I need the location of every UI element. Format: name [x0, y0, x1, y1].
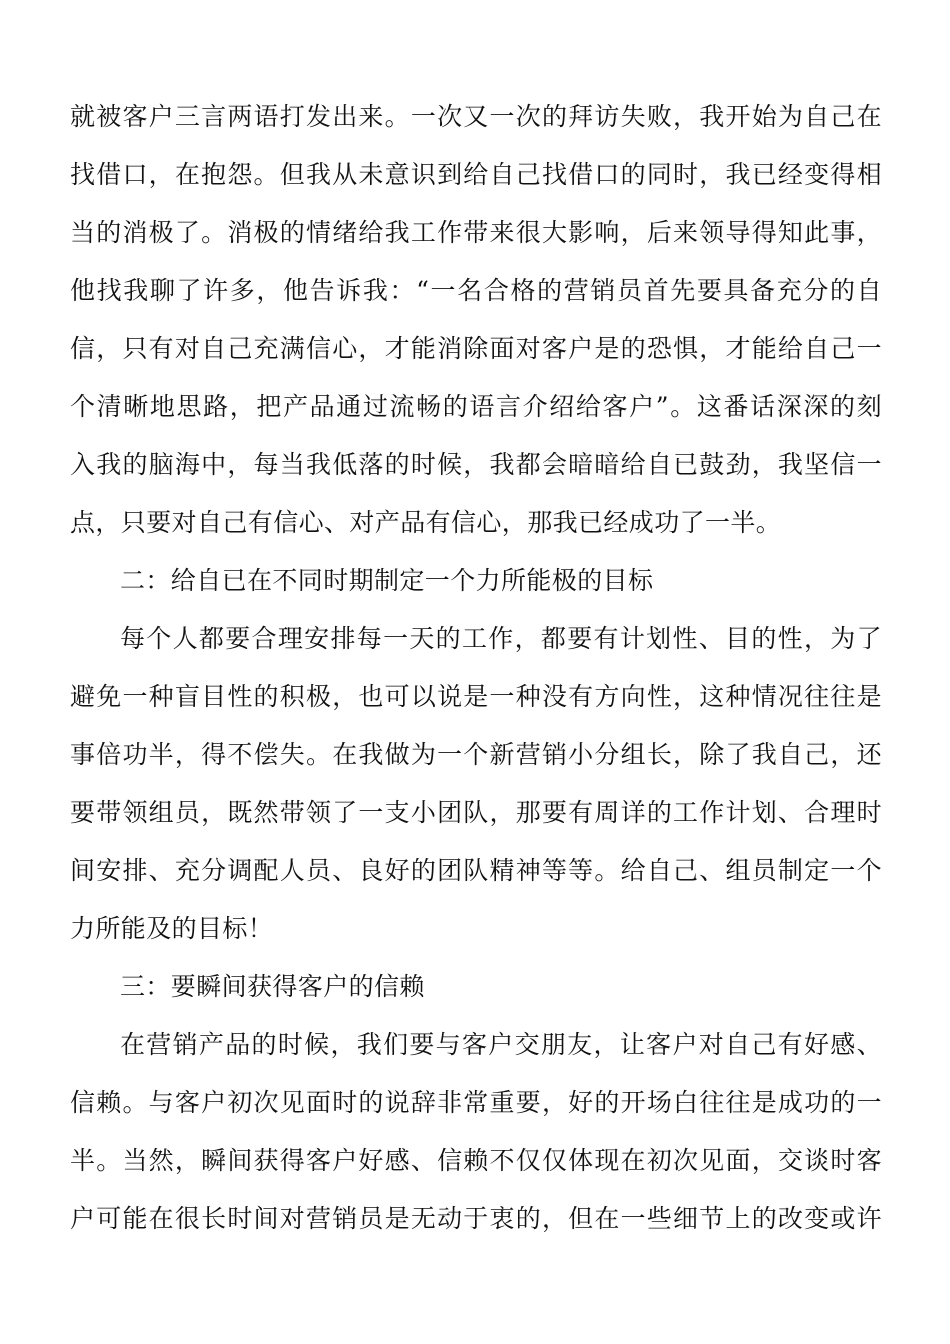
paragraph-line: 就被客户三言两语打发出来。一次又一次的拜访失败，我开始为自己在 — [70, 102, 882, 131]
paragraph-line: 信，只有对自己充满信心，才能消除面对客户是的恐惧，才能给自己一 — [70, 334, 882, 363]
paragraph-line: 间安排、充分调配人员、良好的团队精神等等。给自己、组员制定一个 — [70, 856, 882, 885]
paragraph-line: 在营销产品的时候，我们要与客户交朋友，让客户对自己有好感、 — [120, 1030, 882, 1059]
paragraph-line: 半。当然，瞬间获得客户好感、信赖不仅仅体现在初次见面，交谈时客 — [70, 1146, 882, 1175]
paragraph-line: 点，只要对自己有信心、对产品有信心，那我已经成功了一半。 — [70, 508, 782, 537]
section-heading: 二：给自已在不同时期制定一个力所能极的目标 — [120, 566, 654, 595]
paragraph-line: 入我的脑海中，每当我低落的时候，我都会暗暗给自已鼓劲，我坚信一 — [70, 450, 882, 479]
paragraph-line: 事倍功半，得不偿失。在我做为一个新营销小分组长，除了我自己，还 — [70, 740, 882, 769]
paragraph-line: 找借口，在抱怨。但我从未意识到给自己找借口的同时，我已经变得相 — [70, 160, 882, 189]
paragraph-line: 户可能在很长时间对营销员是无动于衷的，但在一些细节上的改变或许 — [70, 1204, 882, 1233]
paragraph-line: 每个人都要合理安排每一天的工作，都要有计划性、目的性，为了 — [120, 624, 882, 653]
paragraph-line: 避免一种盲目性的积极，也可以说是一种没有方向性，这种情况往往是 — [70, 682, 882, 711]
document-body — [70, 88, 882, 1248]
paragraph-line: 个清晰地思路，把产品通过流畅的语言介绍给客户”。这番话深深的刻 — [70, 392, 882, 421]
paragraph-line: 要带领组员，既然带领了一支小团队，那要有周详的工作计划、合理时 — [70, 798, 882, 827]
paragraph-line: 他找我聊了许多，他告诉我：“一名合格的营销员首先要具备充分的自 — [70, 276, 882, 305]
paragraph-line: 当的消极了。消极的情绪给我工作带来很大影响，后来领导得知此事， — [70, 218, 882, 247]
paragraph-line: 信赖。与客户初次见面时的说辞非常重要，好的开场白往往是成功的一 — [70, 1088, 882, 1117]
paragraph-line: 力所能及的目标！ — [70, 914, 274, 943]
section-heading: 三：要瞬间获得客户的信赖 — [120, 972, 425, 1001]
